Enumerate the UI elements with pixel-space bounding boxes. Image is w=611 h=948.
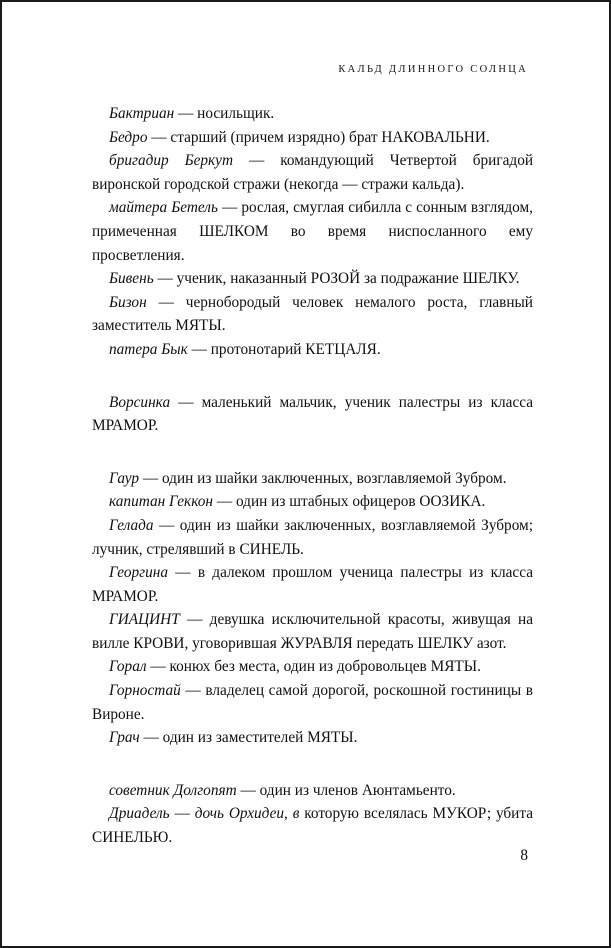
entry-dash: — xyxy=(151,128,167,146)
entry-body: носильщик. xyxy=(197,105,275,122)
entry-dash: — xyxy=(221,199,238,217)
entry-name: бригадир Беркут xyxy=(109,152,234,170)
glossary-entry xyxy=(92,126,533,150)
glossary-entry xyxy=(92,338,533,362)
entry-name: Бизон xyxy=(109,293,147,311)
entry-dash: — xyxy=(187,611,203,629)
entry-body: один из шайки заключенных, возглавляемой Зубром; лучник, стрелявший в СИНЕЛЬ. xyxy=(92,516,533,558)
entry-body: протонотарий КЕТЦАЛЯ. xyxy=(210,340,381,358)
entry-body: владелец самой дорогой, роскошной гостиницы в Вироне. xyxy=(92,682,534,723)
entry-dash: — xyxy=(157,270,173,288)
entry-body: конюх без места, один из добровольцев МЯТЫ. xyxy=(169,658,481,676)
entry-body: один из штабных офицеров ООЗИКА. xyxy=(235,493,486,511)
entry-body: маленький мальчик, ученик палестры из класса МРАМОР. xyxy=(92,393,534,435)
glossary-entry xyxy=(92,490,533,514)
entry-body: чернобородый человек немалого роста, главный заместитель МЯТЫ. xyxy=(92,293,533,335)
entry-name: Бедро xyxy=(109,128,148,146)
glossary-entry xyxy=(92,514,533,561)
entry-dash: — xyxy=(142,469,159,487)
entry-name: капитан Геккон xyxy=(109,493,214,511)
entry-body: которую вселялась МУКОР; убита СИНЕЛЬЮ. xyxy=(92,805,534,847)
entry-dash: — xyxy=(216,493,233,511)
entry-body: один из шайки заключенных, возглавляемой Зубром. xyxy=(161,469,507,487)
entry-dash: — xyxy=(174,805,190,823)
entry-name: Бивень xyxy=(109,270,154,288)
entry-dash: — xyxy=(150,658,166,676)
entry-dash: — xyxy=(143,729,159,747)
entry-body: один из членов Аюнтамьенто. xyxy=(259,781,456,799)
entry-name: Бактриан xyxy=(109,105,175,122)
entry-name: Горностай xyxy=(109,682,181,700)
entry-body: старший (причем изрядно) брат НАКОВАЛЬНИ. xyxy=(170,128,490,146)
entry-dash: — xyxy=(185,682,201,700)
glossary-entry xyxy=(92,726,533,750)
entry-name: советник Долгопят xyxy=(109,781,237,799)
page-number: 8 xyxy=(520,847,528,864)
entry-name: Гаур xyxy=(109,469,140,487)
glossary-entry xyxy=(92,779,533,803)
entry-dash: — xyxy=(175,564,191,582)
glossary-entry xyxy=(92,802,533,849)
glossary-entry xyxy=(92,467,533,491)
entry-body: ученик, наказанный РОЗОЙ за подражание ШЕЛКУ. xyxy=(176,270,520,288)
entry-name: Грач xyxy=(109,729,140,747)
glossary-entry xyxy=(92,655,533,679)
glossary-entry xyxy=(92,608,533,655)
glossary-entry xyxy=(92,679,533,726)
entry-name: Гелада xyxy=(109,516,154,534)
entry-body: девушка исключительной красоты, живущая на вилле КРОВИ, уговорившая ЖУРАВЛЯ передать ШЕЛКУ азот. xyxy=(92,611,534,652)
entry-dash: — xyxy=(248,152,265,170)
entry-name: ГИАЦИНТ xyxy=(109,611,180,629)
entry-body-italic: дочь Орхидеи, в xyxy=(194,805,300,823)
glossary-entry xyxy=(92,267,533,291)
entry-dash: — xyxy=(240,781,256,799)
entry-dash: — xyxy=(191,340,207,358)
glossary-text-block xyxy=(92,102,533,850)
entry-name: патера Бык xyxy=(109,340,188,358)
entry-body: рослая, смуглая сибилла с сонным взглядом, примеченная ШЕЛКОМ во время ниспосланного ему просветления. xyxy=(92,199,533,264)
glossary-entry xyxy=(92,102,533,126)
entry-body: в далеком прошлом ученица палестры из класса МРАМОР. xyxy=(92,564,533,605)
glossary-entry xyxy=(92,291,533,338)
entry-body: командующий Четвертой бригадой виронской городской стражи (некогда — стражи кальда). xyxy=(92,152,534,193)
running-header: КАЛЬД ДЛИННОГО СОЛНЦА xyxy=(338,64,528,75)
entry-group-d xyxy=(92,779,533,850)
glossary-entry xyxy=(92,149,533,196)
entry-name: Ворсинка xyxy=(109,393,171,411)
entry-group-v xyxy=(92,391,533,438)
entry-dash: — xyxy=(159,516,175,534)
entry-name: Дриадель xyxy=(109,805,170,823)
entry-group-b xyxy=(92,102,533,362)
entry-name: майтера Бетель xyxy=(109,199,218,217)
entry-name: Горал xyxy=(109,658,147,676)
glossary-entry xyxy=(92,391,533,438)
glossary-entry xyxy=(92,196,533,267)
entry-group-g xyxy=(92,467,533,750)
glossary-entry xyxy=(92,561,533,608)
entry-dash: — xyxy=(178,105,194,122)
entry-dash: — xyxy=(158,293,174,311)
entry-name: Георгина xyxy=(109,564,168,582)
entry-dash: — xyxy=(178,393,194,411)
entry-body: один из заместителей МЯТЫ. xyxy=(162,729,358,747)
